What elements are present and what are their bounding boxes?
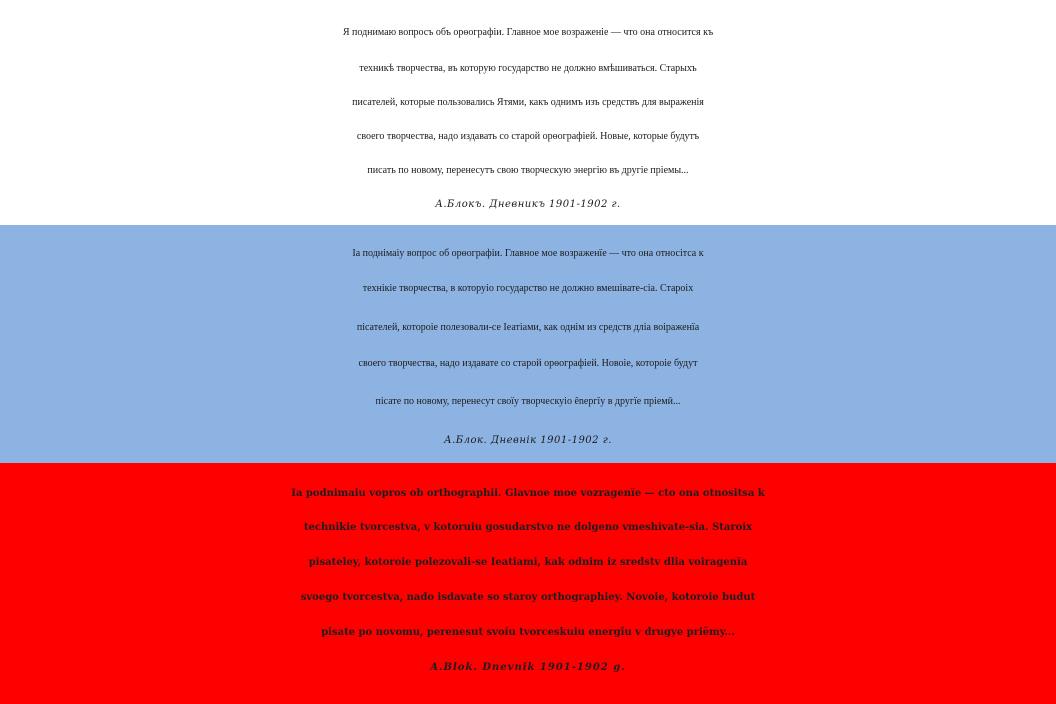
signature: А.Блокъ. Дневникъ 1901-1902 г. [435, 199, 621, 210]
text-line: писать по новому, перенесутъ свою творческую энергію въ другіе пріемы... [367, 165, 689, 176]
signature: A.Blok. Dnevnik 1901-1902 g. [430, 662, 626, 673]
text-line: pisateley, kotoroie polezovali-se Ieatiami, kak odnim iz sredstv dlia voiragenïa [308, 557, 748, 568]
text-line: technikie tvorcestva, v kotoruiu gosudarstvo ne dolgeno vmeshivate-sia. Staroix [303, 522, 753, 533]
text-line: техникѣ творчества, въ которую государство не должно вмѣшиваться. Старыхъ [359, 63, 697, 74]
white-band [0, 0, 1056, 225]
signature: А.Блок. Дневнік 1901-1902 г. [444, 435, 612, 446]
text-line: Іа поднімаіу вопрос об орѳографіи. Главное мое возраженїе — что она относітса к [352, 248, 704, 259]
text-line: своего творчества, надо издавать со старой орѳографіей. Новые, которые будутъ [356, 131, 700, 142]
blue-band [0, 225, 1056, 463]
text-line: своего творчества, надо издавате со старой орѳографіей. Новоіе, котороіе будут [358, 358, 698, 369]
text-line: svoego tvorcestva, nado isdavate so staroy orthographiey. Novoie, kotoroie budut [300, 592, 756, 603]
text-line: пісателей, котороіе полезовали-се Іеатіами, как однім из средств дліа воіраженїа [356, 322, 700, 333]
text-line: технікіе творчества, в которуіо государство не должно вмешівате-сіа. Староіх [362, 283, 694, 294]
text-line: Я поднимаю вопросъ объ орѳографіи. Главное мое возраженіе — что она относится къ [342, 27, 714, 38]
text-line: pisate po novomu, perenesut svoíu tvorceskuiu energîu v drugye priëmy... [321, 627, 735, 638]
text-line: пісате по новому, перенесут своїу творческуіо ênергїу в другїе пріемӣ... [375, 396, 681, 407]
text-line: Ia podnimaiu vopros ob orthographii. Glavnoe moe vozragenïe — cto ona otnositsa k [291, 488, 765, 499]
text-line: писателей, которые пользовались Ятями, какъ однимъ изъ средствъ для выраженія [352, 97, 704, 108]
red-band [0, 463, 1056, 704]
